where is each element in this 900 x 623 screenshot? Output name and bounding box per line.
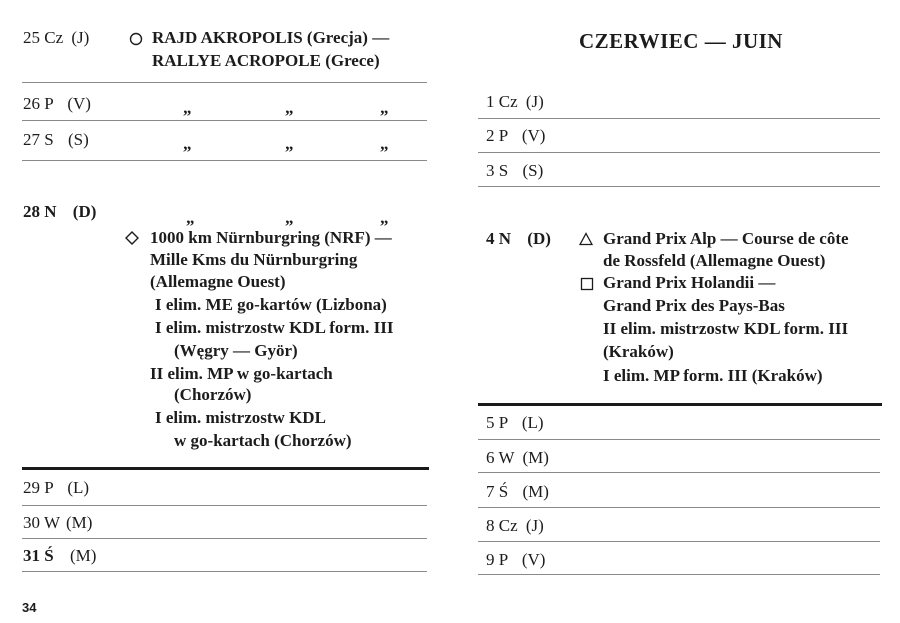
day-abbr: (M) xyxy=(522,448,549,467)
ditto-mark: „ xyxy=(186,208,195,227)
event-line: Grand Prix Alp — Course de côte xyxy=(603,229,849,248)
day-abbr: (M) xyxy=(69,546,97,565)
day-number: 7 Ś xyxy=(486,482,509,501)
diamond-icon xyxy=(125,230,139,246)
event-line: de Rossfeld (Allemagne Ouest) xyxy=(603,251,826,270)
event-line: (Węgry — Györ) xyxy=(174,341,298,360)
day-5-label xyxy=(486,413,544,433)
ditto-mark: „ xyxy=(285,134,294,153)
day-abbr: (L) xyxy=(521,413,544,432)
circle-icon xyxy=(129,31,143,47)
day-number: 8 Cz xyxy=(486,516,518,535)
day-2-label xyxy=(486,126,545,146)
thick-rule xyxy=(22,467,429,470)
triangle-icon xyxy=(579,231,593,247)
event-line: Mille Kms du Nürnburgring xyxy=(150,250,358,269)
day-25-label xyxy=(23,28,89,48)
day-abbr: (J) xyxy=(525,516,544,535)
day-abbr: (L) xyxy=(67,478,90,497)
day-abbr: (M) xyxy=(522,482,549,501)
day-number: 4 N xyxy=(486,229,512,248)
rule xyxy=(22,538,427,539)
ditto-mark: „ xyxy=(380,98,389,117)
day-number: 30 W xyxy=(23,513,60,532)
event-line: II elim. MP w go-kartach xyxy=(150,364,333,383)
day-8-label xyxy=(486,516,544,536)
day-29-label xyxy=(23,478,89,498)
day-abbr: (S) xyxy=(67,130,89,149)
day-number: 25 Cz xyxy=(23,28,64,47)
event-line: Grand Prix des Pays-Bas xyxy=(603,296,785,315)
rule xyxy=(22,82,427,83)
day-1-label xyxy=(486,92,544,112)
ditto-mark: „ xyxy=(183,134,192,153)
ditto-mark: „ xyxy=(380,134,389,153)
day-26-label xyxy=(23,94,91,114)
day-abbr: (D) xyxy=(527,229,551,248)
rule xyxy=(478,541,880,542)
event-line: Grand Prix Holandii — xyxy=(603,273,776,292)
day-abbr: (J) xyxy=(525,92,544,111)
event-rallye-acropole: RALLYE ACROPOLE (Grece) xyxy=(152,51,380,70)
rule xyxy=(22,120,427,121)
event-line: 1000 km Nürnburgring (NRF) — xyxy=(150,228,392,247)
square-icon xyxy=(580,276,594,292)
day-6-label xyxy=(486,448,549,468)
rule xyxy=(478,507,880,508)
ditto-mark: „ xyxy=(285,98,294,117)
rule xyxy=(478,439,880,440)
event-line: w go-kartach (Chorzów) xyxy=(174,431,352,450)
day-31-label xyxy=(23,546,96,566)
day-number: 6 W xyxy=(486,448,515,467)
day-number: 29 P xyxy=(23,478,54,497)
thick-rule xyxy=(478,403,882,406)
day-number: 2 P xyxy=(486,126,508,145)
rule xyxy=(22,571,427,572)
day-number: 31 Ś xyxy=(23,546,54,565)
day-abbr: (V) xyxy=(521,126,546,145)
event-rajd-akropolis: RAJD AKROPOLIS (Grecja) — xyxy=(152,28,390,47)
day-abbr: (V) xyxy=(521,550,546,569)
day-number: 28 N xyxy=(23,202,57,221)
day-number: 9 P xyxy=(486,550,508,569)
day-30-label xyxy=(23,513,92,533)
rule xyxy=(478,152,880,153)
day-7-label xyxy=(486,482,549,502)
rule xyxy=(478,186,880,187)
day-9-label xyxy=(486,550,545,570)
event-line: I elim. MP form. III (Kraków) xyxy=(603,366,823,385)
day-number: 5 P xyxy=(486,413,508,432)
day-abbr: (J) xyxy=(71,28,90,47)
event-line: (Chorzów) xyxy=(174,385,252,404)
event-line: I elim. mistrzostw KDL xyxy=(155,408,326,427)
ditto-mark: „ xyxy=(380,208,389,227)
day-abbr: (M) xyxy=(65,513,93,532)
day-abbr: (S) xyxy=(522,161,544,180)
day-number: 1 Cz xyxy=(486,92,518,111)
event-line: II elim. mistrzostw KDL form. III xyxy=(603,319,849,338)
rule xyxy=(22,160,427,161)
event-line: I elim. mistrzostw KDL form. III xyxy=(155,318,394,337)
rule xyxy=(478,472,880,473)
day-number: 3 S xyxy=(486,161,509,180)
event-line: (Allemagne Ouest) xyxy=(150,272,286,291)
rule xyxy=(478,574,880,575)
page-number: 34 xyxy=(22,600,37,615)
day-number: 26 P xyxy=(23,94,54,113)
day-abbr: (D) xyxy=(72,202,97,221)
day-4-label xyxy=(486,229,551,249)
event-line: (Kraków) xyxy=(603,342,674,361)
ditto-mark: „ xyxy=(285,208,294,227)
event-line: I elim. ME go-kartów (Lizbona) xyxy=(155,295,387,314)
day-abbr: (V) xyxy=(67,94,91,113)
ditto-mark: „ xyxy=(183,98,192,117)
day-28-label xyxy=(23,202,96,222)
day-number: 27 S xyxy=(23,130,54,149)
rule xyxy=(478,118,880,119)
day-27-label xyxy=(23,130,89,150)
month-title: CZERWIEC — JUIN xyxy=(579,29,783,53)
rule xyxy=(22,505,427,506)
day-3-label xyxy=(486,161,543,181)
